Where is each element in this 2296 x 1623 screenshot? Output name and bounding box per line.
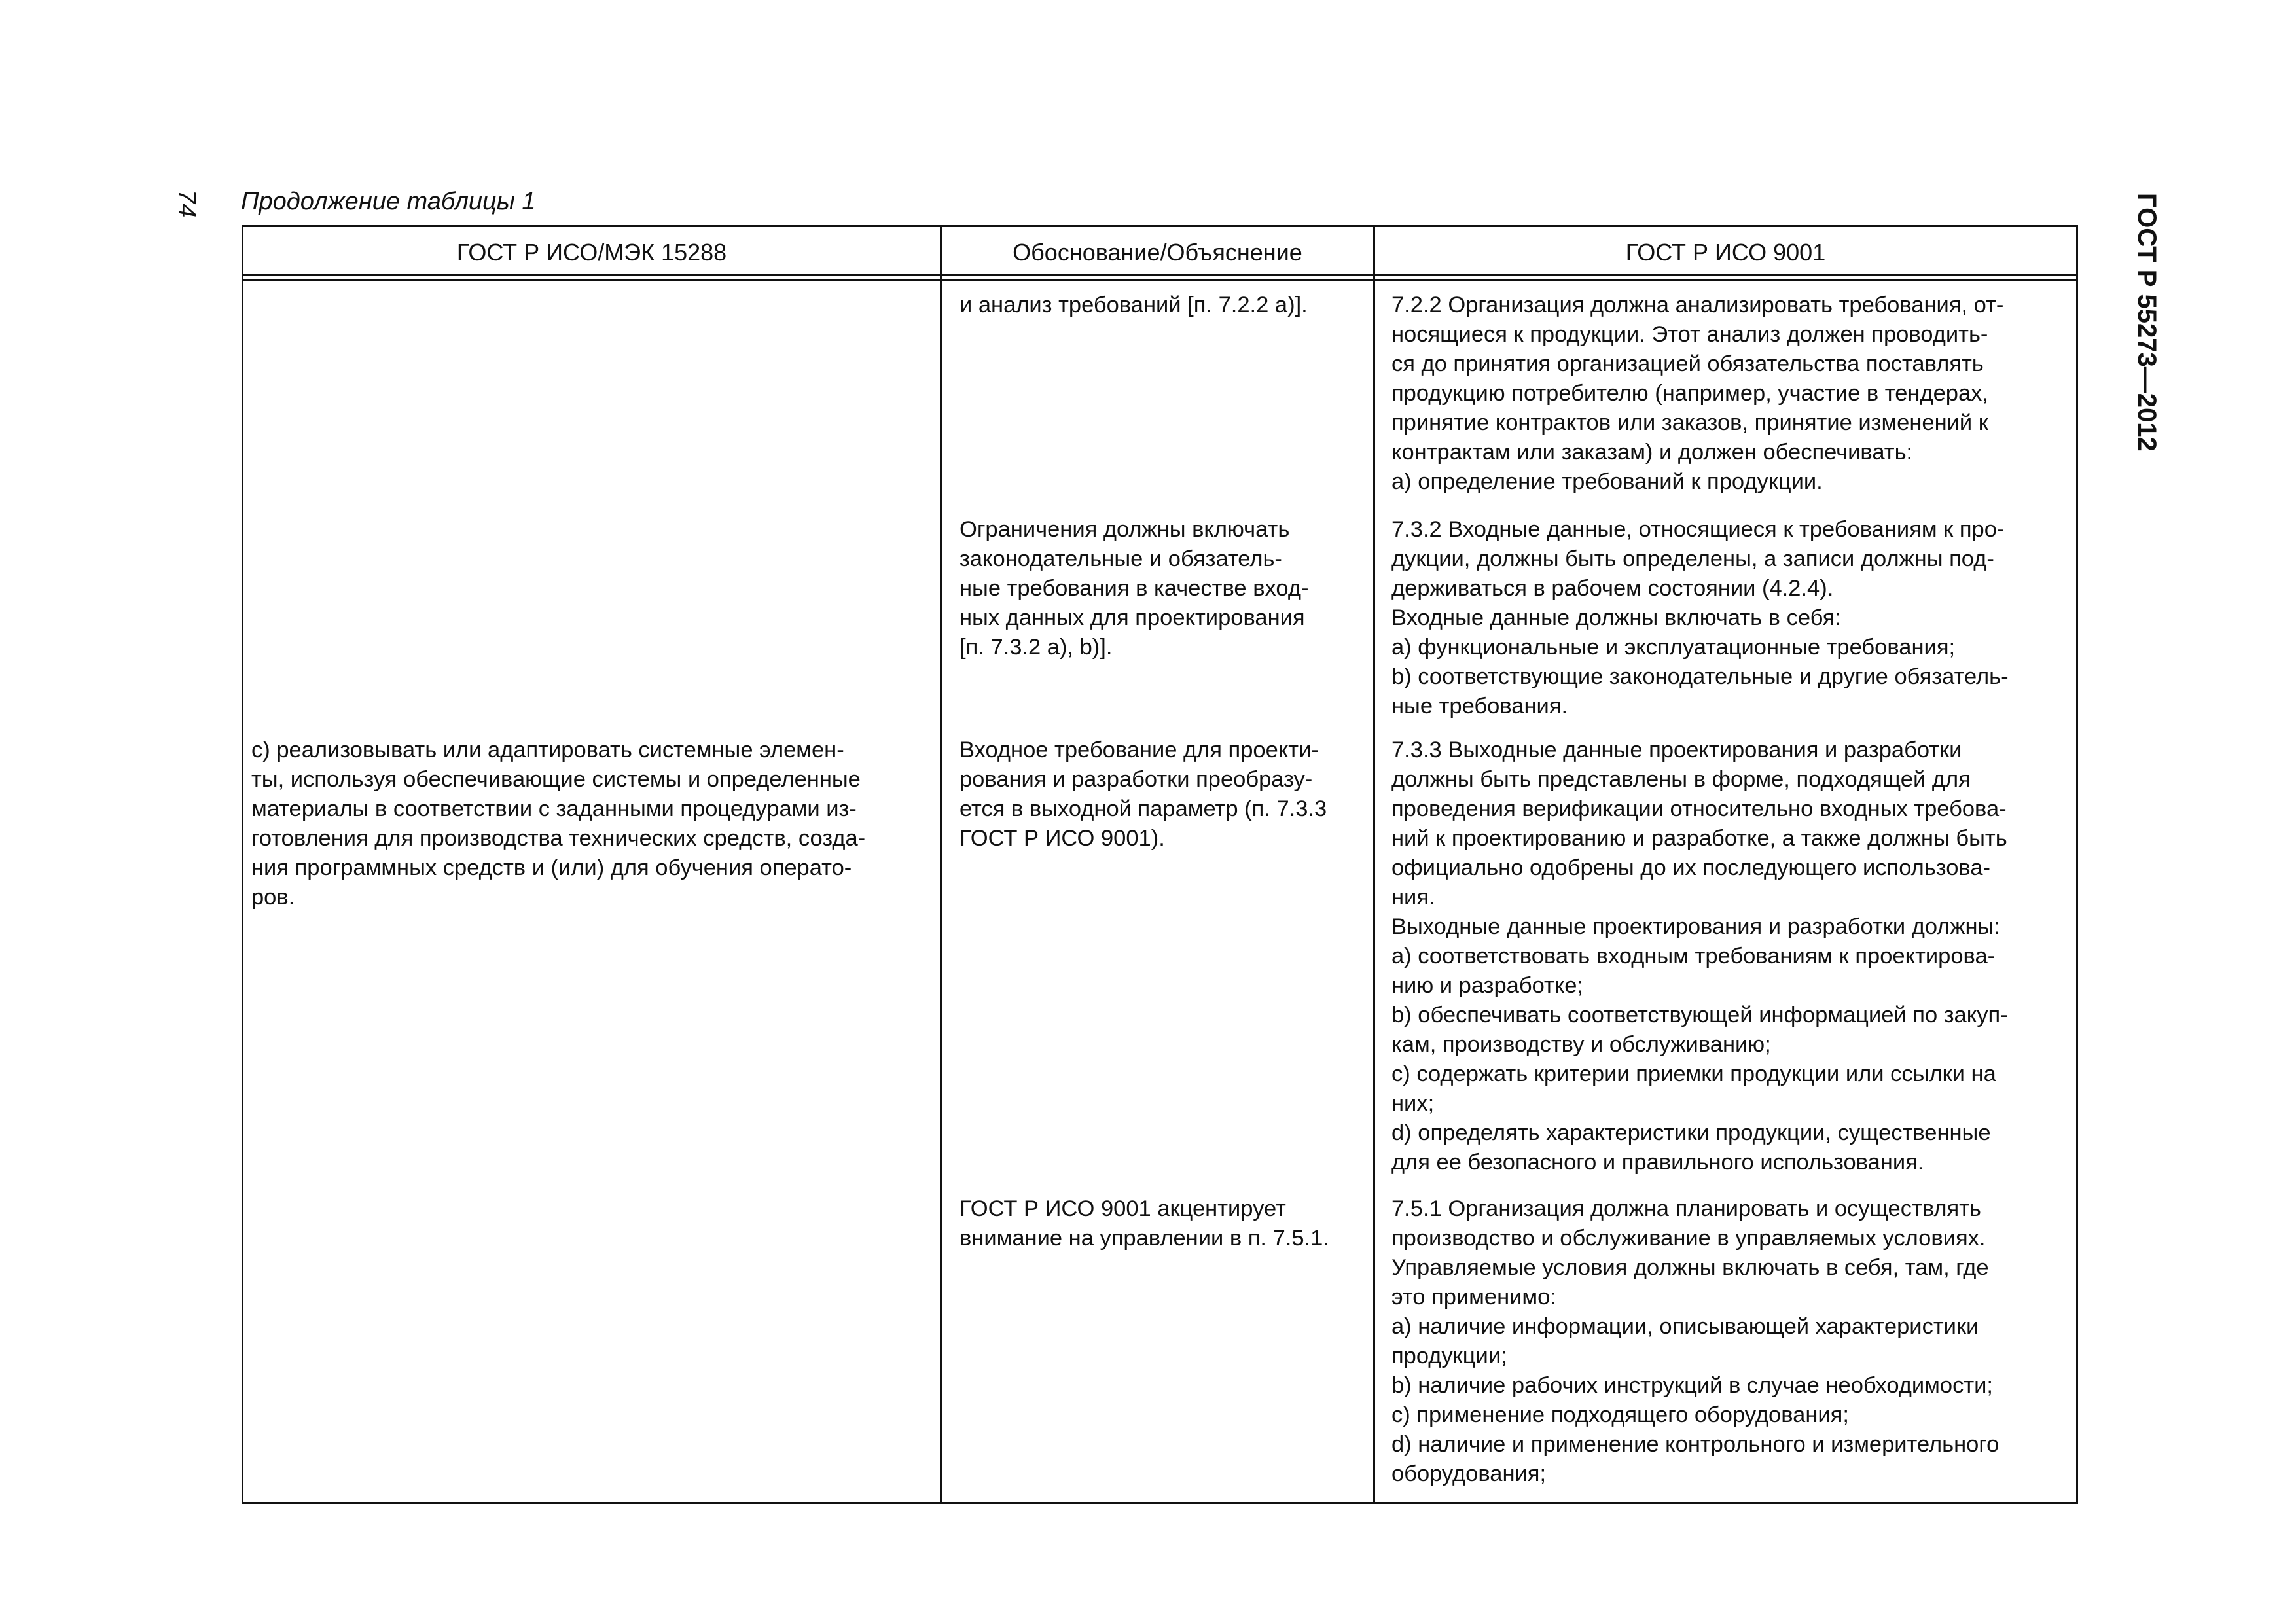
- row3-justification: Входное требование для проекти- рования и разработки преобразу- ется в выходной параметр (п. 7.3.3 ГОСТ Р ИСО 9001).: [960, 738, 1327, 851]
- column-divider: [940, 227, 942, 1502]
- page-number: 74: [173, 190, 200, 218]
- header-gost-iso-iec-15288: ГОСТ Р ИСО/МЭК 15288: [456, 239, 727, 266]
- row4-iso-9001-text: 7.5.1 Организация должна планировать и осуществлять производство и обслуживание в управляемых условиях. Управляемые условия должны включать в себя, там, где это применимо: a) наличие информации, описывающей характеристики продукции; b) наличие рабочих инструкций в случае необходимости; c) применение подходящего оборудования; d) наличие и применение контрольного и измерительного оборудования;: [1391, 1196, 2000, 1486]
- column-divider: [1373, 227, 1375, 1502]
- row2-iso-9001-text: 7.3.2 Входные данные, относящиеся к требованиям к про- дукции, должны быть определены, а записи должны под- держиваться в рабочем состоянии (4.2.4). Входные данные должны включать в себя: a) функциональные и эксплуатационные требования; b) соответствующие законодательные и другие обязатель- ные требования.: [1391, 517, 2009, 719]
- table-caption: Продолжение таблицы 1: [241, 188, 536, 215]
- row1-justification: и анализ требований [п. 7.2.2 а)].: [960, 293, 1308, 317]
- standard-code: ГОСТ Р 55273—2012: [2132, 193, 2161, 452]
- row3-iso-9001-text: 7.3.3 Выходные данные проектирования и разработки должны быть представлены в форме, подходящей для проведения верификации относительно входных требова- ний к проектированию и разработке, а также должны быть официально одобрены до их последующего использова- ния. Выходные данные проектирования и разработки должны: a) соответствовать входным требованиям к проектирова- нию и разработке; b) обеспечивать соответствующей информацией по закуп- кам, производству и обслуживанию; c) содержать критерии приемки продукции или ссылки на них; d) определять характеристики продукции, существенные для ее безопасного и правильного использования.: [1391, 738, 2008, 1175]
- row3-iso-iec-15288-text: c) реализовывать или адаптировать системные элемен- ты, используя обеспечивающие системы и определенные материалы в соответствии с заданными процедурами из- готовления для производства технических средств, созда- ния программных средств и (или) для обучения операто- ров.: [251, 738, 866, 910]
- header-rule: [243, 279, 2076, 281]
- header-gost-iso-9001: ГОСТ Р ИСО 9001: [1625, 239, 1826, 266]
- comparison-table: [242, 225, 2078, 1504]
- row1-iso-9001-text: 7.2.2 Организация должна анализировать требования, от- носящиеся к продукции. Этот анализ должен проводить- ся до принятия организацией обязательства поставлять продукцию потребителю (например, участие в тендерах, принятие контрактов или заказов, принятие изменений к контрактам или заказам) и должен обеспечивать: a) определение требований к продукции.: [1391, 293, 2004, 494]
- row2-justification: Ограничения должны включать законодательные и обязатель- ные требования в качестве вход- ных данных для проектирования [п. 7.3.2 а), b)].: [960, 517, 1309, 660]
- row4-justification: ГОСТ Р ИСО 9001 акцентирует внимание на управлении в п. 7.5.1.: [960, 1196, 1329, 1251]
- header-justification: Обоснование/Объяснение: [1013, 239, 1302, 266]
